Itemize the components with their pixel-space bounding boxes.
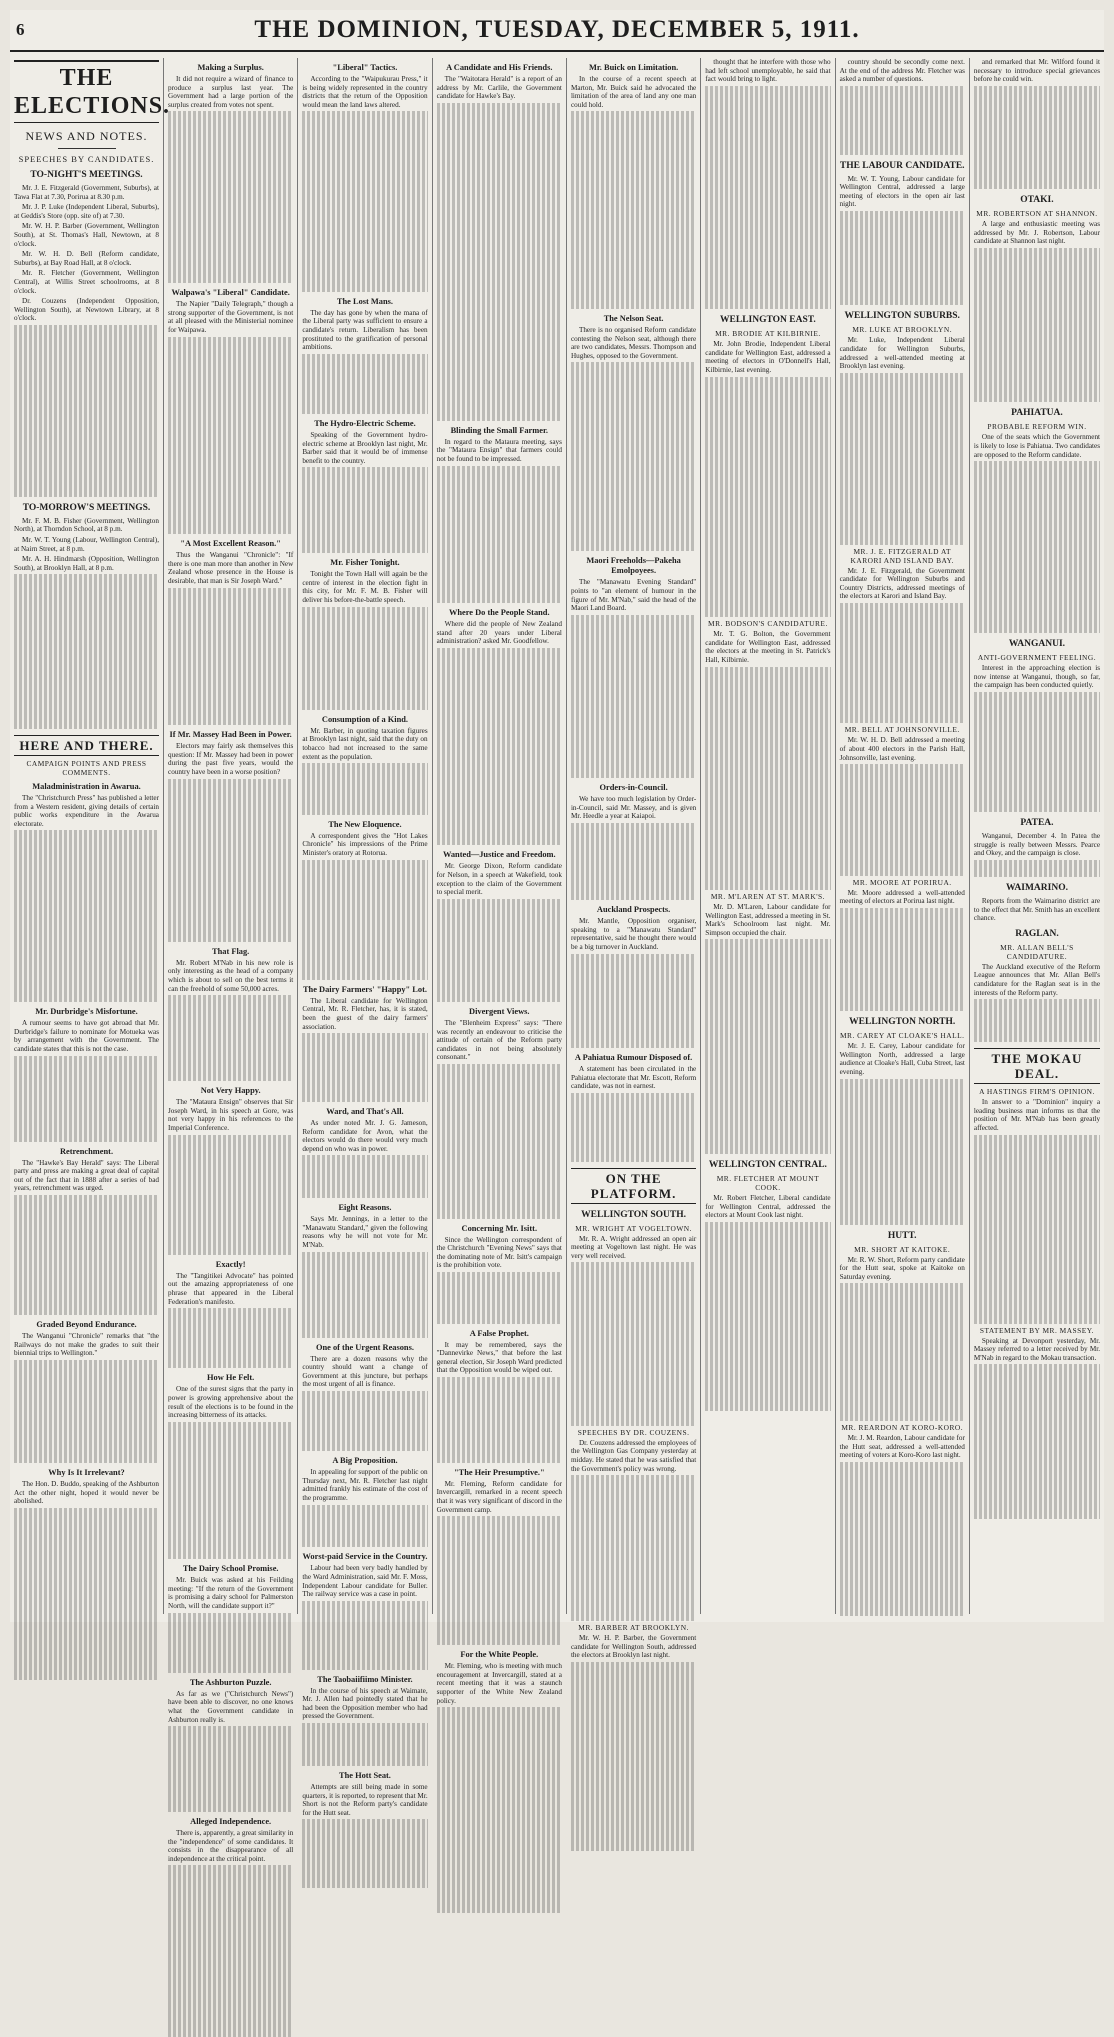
elections-heading: THE ELECTIONS. [14, 60, 159, 123]
article-text: Mr. J. E. Fitzgerald, the Government candidate for Wellington Suburbs and Country Districts, addressed meetings of the electors at Karori and Island Bay. [839, 566, 965, 601]
article-heading: "The Heir Presumptive." [453, 1467, 545, 1477]
article-heading: MR. REARDON AT KORO-KORO. [841, 1422, 964, 1432]
article-text: Interest in the approaching election is now intense at Wanganui, though, so far, the campaign has been conducted quietly. [973, 664, 1101, 690]
article-text: A statement has been circulated in the Pahiatua electorate that Mr. Escott, Reform candidate, was not in earnest. [570, 1065, 697, 1091]
article-heading: PROBABLE REFORM WIN. [987, 422, 1087, 432]
article-heading: Not Very Happy. [200, 1086, 261, 1096]
article-text: Mr. W. T. Young, Labour candidate for Wellington Central, addressed a large meeting of electors in the open air last night. [839, 174, 965, 209]
article-heading: The Dairy School Promise. [182, 1564, 279, 1574]
article-heading: A Candidate and His Friends. [446, 63, 553, 72]
columns [10, 58, 1104, 1863]
article-heading: MR. J. E. FITZGERALD AT KARORI AND ISLAND BAY. [850, 546, 954, 565]
article-text: There is, apparently, a great similarity in the "independence" of some candidates. It consists in the disappearance of all independence at the critical point. [168, 1829, 294, 1863]
article-heading: MR. SHORT AT KAITOKE. [854, 1244, 951, 1254]
article-heading: Retrenchment. [59, 1146, 114, 1156]
section-heading: WELLINGTON SOUTH. [581, 1209, 687, 1220]
article-heading: The Hott Seat. [339, 1770, 391, 1780]
article-heading: Concerning Mr. Isitt. [461, 1223, 538, 1233]
section-heading: THE LABOUR CANDIDATE. [839, 160, 965, 171]
article-heading: SPEECHES BY DR. COUZENS. [577, 1427, 690, 1437]
article-heading: "Liberal" Tactics. [332, 63, 398, 72]
article-heading: The Hydro-Electric Scheme. [314, 418, 416, 428]
article-text: Mr. Fleming, who is meeting with much encouragement at Invercargill, stated at a recent meeting that it was a staunch supporter of the White New Zealand policy. [436, 1662, 562, 1705]
article-text: and remarked that Mr. Wilford found it necessary to introduce special grievances before he could win. [973, 58, 1101, 84]
article-heading: Maori Freeholds—Pakeha Emolpoyees. [586, 556, 681, 576]
article-heading: A False Prophet. [469, 1328, 529, 1338]
section-heading: PATEA. [1020, 818, 1054, 829]
article-heading: Eight Reasons. [338, 1203, 392, 1213]
article-heading: MR. ALLAN BELL'S CANDIDATURE. [1000, 942, 1074, 961]
here-there-heading: HERE AND THERE. [14, 735, 159, 756]
article-heading: MR. FLETCHER AT MOUNT COOK. [716, 1174, 820, 1193]
article-heading: The Ashburton Puzzle. [189, 1677, 272, 1687]
section-heading: WELLINGTON CENTRAL. [708, 1160, 827, 1171]
news-notes-heading: NEWS AND NOTES. [25, 129, 148, 143]
article-heading: Making a Surplus. [197, 63, 264, 72]
article-text: A rumour seems to have got abroad that Mr. Durbridge's failure to nominate for Motueka was by arrangement with the Government. The candidate states that this is not the case. [14, 1019, 159, 1054]
article-heading: The Lost Mans. [336, 296, 393, 306]
article-heading: If Mr. Massey Had Been in Power. [169, 730, 292, 740]
tonight-item: Mr. J. P. Luke (Independent Liberal, Suburbs), at Geddis's Store (opp. site of) at 7.30. [14, 203, 159, 220]
article-text: Attempts are still being made in some quarters, it is reported, to represent that Mr. Short is not the Reform party's candidate for the Hutt seat. [302, 1782, 428, 1817]
article-heading: MR. BELL AT JOHNSONVILLE. [844, 725, 960, 735]
newspaper-page [10, 10, 1104, 1863]
article-heading: The Taobaiifiimo Minister. [317, 1674, 413, 1684]
article-text: country should be secondly come next. At the end of the address Mr. Fletcher was asked a number of questions. [839, 58, 965, 84]
section-heading: WANGANUI. [1008, 639, 1066, 650]
tonight-item: Mr. W. H. D. Bell (Reform candidate, Suburbs), at Bay Road Hall, at 8 o'clock. [14, 250, 159, 267]
platform-heading: ON THE PLATFORM. [571, 1168, 696, 1204]
article-text: As under noted Mr. J. G. Jameson, Reform candidate for Avon, what the electors would do there would very much depend on who was in power. [302, 1118, 428, 1153]
article-heading: Mr. Fisher Tonight. [330, 558, 400, 568]
section-heading: WELLINGTON SUBURBS. [844, 311, 960, 322]
article-text: In the course of a recent speech at Marton, Mr. Buick said he advocated the limitation of the area of land any one man could hold. [570, 75, 697, 109]
article-text: The day has gone by when the mana of the Liberal party was sufficient to ensure a candidate's return. Liberalism has been prostituted to the gratification of personal ambitions. [302, 308, 428, 352]
article-text: The "Christchurch Press" has published a letter from a Western resident, giving details of certain public works expenditure in the Awarua electorate. [14, 794, 159, 828]
article-heading: Auckland Prospects. [596, 905, 671, 915]
article-text: Mr. Robert M'Nab in his new role is only interesting as the head of a company which is about to sell on the best terms it can the freehold of some 50,000 acres. [168, 958, 294, 993]
tomorrow-item: Mr. A. H. Hindmarsh (Opposition, Wellington South), at Brooklyn Hall, at 8 p.m. [14, 555, 159, 572]
article-text: Wanganui, December 4. In Patea the struggle is really between Messrs. Pearce and Okey, and the campaign is close. [973, 832, 1101, 858]
masthead [10, 10, 1104, 52]
column-7 [836, 58, 970, 1614]
tomorrow-item: Mr. F. M. B. Fisher (Government, Wellington North), at Thorndon School, at 8 p.m. [14, 516, 159, 534]
article-text: Mr. George Dixon, Reform candidate for Nelson, in a speech at Wakefield, took exception to the claim of the Government to special merit. [436, 862, 562, 897]
article-text: Mr. W. H. P. Barber, the Government candidate for Wellington South, addressed the electors at Brooklyn last night. [570, 1634, 697, 1660]
tonight-item: Mr. W. H. P. Barber (Government, Wellington South), at St. Thomas's Hall, Newtown, at 8 o'clock. [14, 222, 159, 248]
article-heading: Divergent Views. [469, 1006, 530, 1016]
article-heading: The Dairy Farmers' "Happy" Lot. [302, 984, 427, 994]
article-text: It may be remembered, says the "Dannevirke News," that before the last general election, Sir Joseph Ward predicted that the Opposition would be wiped out. [436, 1340, 562, 1375]
article-heading: MR. WRIGHT AT VOGELTOWN. [575, 1223, 692, 1233]
article-text: Speaking at Devonport yesterday, Mr. Massey referred to a letter received by Mr. M'Nab in regard to the Mokau transaction. [973, 1336, 1101, 1362]
article-text: Mr. Buick was asked at his Feilding meeting: "If the return of the Government is promising a dairy school for Palmerston North, will the candidate support it?" [168, 1576, 294, 1610]
tonight-item: Mr. J. E. Fitzgerald (Government, Suburbs), at Tawa Flat at 7.30, Porirua at 8.30 p.m. [14, 184, 159, 201]
article-text: Mr. John Brodie, Independent Liberal candidate for Wellington East, addressed a meeting of electors in O'Donnell's Hall, Kilbirnie, last evening. [705, 340, 831, 374]
article-heading: MR. BRODIE AT KILBIRNIE. [715, 329, 821, 339]
article-text: A correspondent gives the "Hot Lakes Chronicle" his impressions of the Prime Minister's oratory at Rotorua. [302, 831, 428, 857]
article-heading: STATEMENT BY MR. MASSEY. [979, 1325, 1095, 1335]
tonight-item: Mr. R. Fletcher (Government, Wellington Central), at Willis Street schoolrooms, at 8 o'clock. [14, 269, 159, 295]
column-8 [970, 58, 1104, 1614]
article-heading: Mr. Durbridge's Misfortune. [35, 1007, 138, 1017]
article-text: Mr. Luke, Independent Liberal candidate for Wellington Suburbs, addressed a well-attended meeting at Brooklyn last evening. [839, 336, 965, 371]
article-text: Mr. J. E. Carey, Labour candidate for Wellington North, addressed a large audience at Cloake's Hall, Cuba Street, last evening. [839, 1042, 965, 1076]
article-text: The "Manawatu Evening Standard" points to "an element of humour in the figure of Mr. M'Nab," said the head of the Maori Land Board. [570, 578, 697, 613]
article-heading: For the White People. [460, 1650, 539, 1660]
masthead-title: THE DOMINION, TUESDAY, DECEMBER 5, 1911. [254, 16, 860, 43]
article-text: One of the seats which the Government is likely to lose is Pahiatua. Two candidates are opposed to the Reform candidate. [973, 433, 1101, 459]
article-heading: MR. LUKE AT BROOKLYN. [852, 325, 953, 335]
article-text: Speaking of the Government hydro-electric scheme at Brooklyn last night, Mr. Barber said that it would be of immense benefit to the country. [302, 430, 428, 465]
section-heading: PAHIATUA. [1011, 408, 1063, 419]
article-text: Electors may fairly ask themselves this question: If Mr. Massey had been in power during the past five years, would the country have been in a worse position? [168, 742, 294, 776]
section-heading: WAIMARINO. [1005, 883, 1068, 894]
article-text: We have too much legislation by Order-in-Council, said Mr. Massey, and is given Mr. Heedle a year at Kaiapoi. [570, 795, 697, 821]
article-heading: The Nelson Seat. [603, 314, 664, 324]
column-6 [701, 58, 835, 1614]
article-text: Mr. D. M'Laren, Labour candidate for Wellington East, addressed a meeting in St. Mark's Schoolroom last night. Mr. Simpson occupied the chair. [705, 903, 831, 937]
article-heading: Ward, and That's All. [326, 1106, 404, 1116]
article-heading: A Pahiatua Rumour Disposed of. [574, 1053, 693, 1063]
article-text: There is no organised Reform candidate contesting the Nelson seat, although there are two candidates, Messrs. Thompson and Hughes, opposed to the Government. [570, 326, 697, 360]
article-text: Says Mr. Jennings, in a letter to the "Manawatu Standard," given the following reasons why he will not vote for Mr. M'Nab. [302, 1215, 428, 1250]
mokau-heading: THE MOKAU DEAL. [974, 1048, 1100, 1084]
article-text: Mr. Barber, in quoting taxation figures at Brooklyn last night, said that the duty on tobacco had not increased to the same extent as the population. [302, 726, 428, 761]
article-heading: MR. CAREY AT CLOAKE'S HALL. [839, 1031, 965, 1041]
article-heading: Where Do the People Stand. [448, 608, 550, 618]
article-text: The Hon. D. Buddo, speaking of the Ashburton Act the other night, hoped it would never be abolished. [14, 1480, 159, 1506]
article-heading: Blinding the Small Farmer. [450, 425, 548, 435]
article-text: In the course of his speech at Waimate, Mr. J. Allen had pointedly stated that he had been the Opposition member who had pressed the Government. [302, 1686, 428, 1721]
article-heading: Orders-in-Council. [599, 783, 668, 793]
article-heading: The New Eloquence. [328, 819, 402, 829]
article-text: Labour had been very badly handled by the Ward Administration, said Mr. F. Moss, Independent Labour candidate for Buller. The railway service was a case in point. [302, 1564, 428, 1599]
article-text: Reports from the Waimarino district are to the effect that Mr. Smith has an excellent chance. [973, 897, 1101, 923]
section-heading: HUTT. [887, 1230, 917, 1241]
article-heading: Mr. Buick on Limitation. [588, 63, 679, 72]
article-text: The "Blenheim Express" says: "There was recently an endeavour to criticise the attitude of certain of the Reform party candidates in not being absolutely consonant." [436, 1018, 562, 1062]
article-text: Thus the Wanganui "Chronicle": "If there is one man more than another in New Zealand whose presence in the House is desirable, that man is Sir Joseph Ward." [168, 551, 294, 586]
article-heading: ANTI-GOVERNMENT FEELING. [977, 653, 1097, 663]
article-text: The "Tangitikei Advocate" has pointed out the amazing appropriateness of one phrase that appeared in the Liberal Federation's manifesto. [168, 1271, 294, 1306]
article-heading: Maladministration in Awarua. [32, 782, 141, 792]
article-text: According to the "Waipukurau Press," it is being widely represented in the country districts that the return of the Opposition would mean the land laws altered. [302, 75, 428, 109]
article-text: The "Waitotara Herald" is a report of an address by Mr. Carlile, the Government candidate for Hawke's Bay. [436, 75, 562, 101]
section-heading: WELLINGTON EAST. [720, 315, 816, 326]
article-text: As far as we ("Christchurch News") have been able to discover, no one knows what the Government candidate in Ashburton really is. [168, 1689, 294, 1724]
column-5 [567, 58, 701, 1660]
campaign-heading: CAMPAIGN POINTS AND PRESS COMMENTS. [26, 759, 147, 778]
article-heading: A Big Proposition. [332, 1456, 398, 1466]
article-text: Since the Wellington correspondent of the Christchurch "Evening News" says that the dominating note of Mr. Isitt's campaign is the prohibition vote. [436, 1235, 562, 1270]
article-text: Tonight the Town Hall will again be the centre of interest in the election fight in this city, for Mr. F. M. B. Fisher will deliver his before-the-battle speech. [302, 570, 428, 605]
article-text: Mr. W. H. D. Bell addressed a meeting of about 400 electors in the Parish Hall, Johnsonville, last evening. [839, 736, 965, 762]
article-heading: Exactly! [215, 1259, 246, 1269]
article-text: Where did the people of New Zealand stand after 20 years under Liberal administration? asked Mr. Goodfellow. [436, 620, 562, 646]
article-heading: MR. M'LAREN AT ST. MARK'S. [710, 892, 825, 902]
article-text: Mr. Fleming, Reform candidate for Invercargill, remarked in a recent speech that it was very significant of discord in the Government camp. [436, 1479, 562, 1514]
article-text: Mr. R. W. Short, Reform party candidate for the Hutt seat, spoke at Kaitoke on Saturday evening. [839, 1255, 965, 1281]
article-text: It did not require a wizard of finance to produce a surplus last year. The Government had a large portion of the surplus created from votes not spent. [168, 75, 294, 109]
article-text: Mr. Mantle, Opposition organiser, speaking to a "Manawatu Standard" representative, said he thought there would be a big turnover in Auckland. [570, 917, 697, 952]
article-text: The Auckland executive of the Reform League announces that Mr. Allan Bell's candidature for the Raglan seat is in the interests of the Reform party. [973, 962, 1101, 997]
article-text: In regard to the Mataura meeting, says the "Mataura Ensign" that farmers could not be found to be impressed. [436, 437, 562, 463]
section-heading: RAGLAN. [1015, 928, 1059, 939]
article-text: The "Mataura Ensign" observes that Sir Joseph Ward, in his speech at Gore, was not very happy in his references to the Imperial Conference. [168, 1098, 294, 1132]
article-text: The Wanganui "Chronicle" remarks that "the Railways do not make the grades to suit their biennial trips to Wellington." [14, 1332, 159, 1358]
article-text: Mr. Robert Fletcher, Liberal candidate for Wellington Central, addressed the electors at Mount Cook last night. [705, 1194, 831, 1220]
article-heading: Why Is It Irrelevant? [48, 1468, 125, 1478]
article-text: Mr. Moore addressed a well-attended meeting of electors at Porirua last night. [839, 888, 965, 906]
article-heading: MR. MOORE AT PORIRUA. [852, 877, 952, 887]
article-text: One of the surest signs that the party in power is growing apprehensive about the result of the elections is to be found in the increasing bitterness of its attacks. [168, 1385, 294, 1420]
article-heading: MR. BARBER AT BROOKLYN. [578, 1623, 689, 1633]
tonight-heading: TO-NIGHT'S MEETINGS. [30, 170, 143, 180]
article-text: Mr. J. M. Reardon, Labour candidate for the Hutt seat, addressed a well-attended meeting of voters at Koro-Koro last night. [839, 1433, 965, 1460]
article-text: Mr. T. G. Bolton, the Government candidate for Wellington East, addressed the electors at the meeting in St. Patrick's Hall, Kilbirnie. [705, 630, 831, 664]
tonight-item: Dr. Couzens (Independent Opposition, Wellington South), at Newtown Library, at 8 o'clock. [14, 297, 159, 323]
section-heading: WELLINGTON NORTH. [849, 1017, 956, 1028]
tomorrow-heading: TO-MORROW'S MEETINGS. [22, 502, 151, 513]
article-heading: Wanted—Justice and Freedom. [442, 850, 556, 860]
article-heading: Walpawa's "Liberal" Candidate. [171, 288, 290, 298]
article-heading: Consumption of a Kind. [321, 714, 409, 724]
column-2 [164, 58, 298, 1863]
article-heading: Alleged Independence. [190, 1817, 272, 1827]
article-heading: One of the Urgent Reasons. [316, 1342, 414, 1352]
article-heading: That Flag. [212, 946, 250, 956]
article-heading: A HASTINGS FIRM'S OPINION. [979, 1087, 1095, 1097]
article-heading: Worst-paid Service in the Country. [302, 1552, 428, 1562]
article-heading: MR. ROBERTSON AT SHANNON. [976, 208, 1098, 218]
article-heading: "A Most Excellent Reason." [180, 539, 281, 549]
column-3 [298, 58, 432, 1817]
article-text: The Napier "Daily Telegraph," though a strong supporter of the Government, is not at all pleased with the Ministerial nominee for Waipawa. [168, 300, 294, 335]
article-text: Dr. Couzens addressed the employees of the Wellington Gas Company yesterday at midday. He stated that he was satisfied that the Government's policy was wrong. [570, 1438, 697, 1473]
article-text: The Liberal candidate for Wellington Central, Mr. R. Fletcher, has, it is stated, been the guest of the dairy farmers' association. [302, 996, 428, 1031]
column-1 [10, 58, 171, 1614]
article-text: A large and enthusiastic meeting was addressed by Mr. J. Robertson, Labour candidate at Shannon last night. [973, 219, 1101, 246]
article-text: There are a dozen reasons why the country should want a change of Government at this juncture, but perhaps the most urgent of all is finance. [302, 1354, 428, 1389]
page-number: 6 [16, 20, 25, 39]
tomorrow-item: Mr. W. T. Young (Labour, Wellington Central), at Nairn Street, at 8 p.m. [14, 535, 159, 553]
article-heading: How He Felt. [207, 1373, 255, 1383]
article-text: Mr. R. A. Wright addressed an open air meeting at Vogeltown last night. He was very well received. [570, 1234, 697, 1260]
article-text: In answer to a "Dominion" inquiry a leading business man informs us that the position of Mr. M'Nab has been greatly affected. [973, 1098, 1101, 1132]
article-heading: Graded Beyond Endurance. [36, 1320, 137, 1330]
article-heading: MR. BODSON'S CANDIDATURE. [708, 619, 828, 629]
article-text: thought that he interfere with those who had left school unemployable, he said that fact would bring to light. [705, 58, 831, 84]
article-text: In appealing for support of the public on Thursday next, Mr. R. Fletcher last night admitted frankly his estimate of the cost of the programme. [302, 1468, 428, 1502]
section-heading: OTAKI. [1020, 194, 1054, 205]
column-4 [433, 58, 567, 1705]
article-text: The "Hawke's Bay Herald" says: The Liberal party and press are making a great deal of capital out of the fact that in 1888 after a series of bad years, retrenchment was urged. [14, 1158, 159, 1193]
speeches-heading: SPEECHES BY CANDIDATES. [18, 154, 155, 164]
